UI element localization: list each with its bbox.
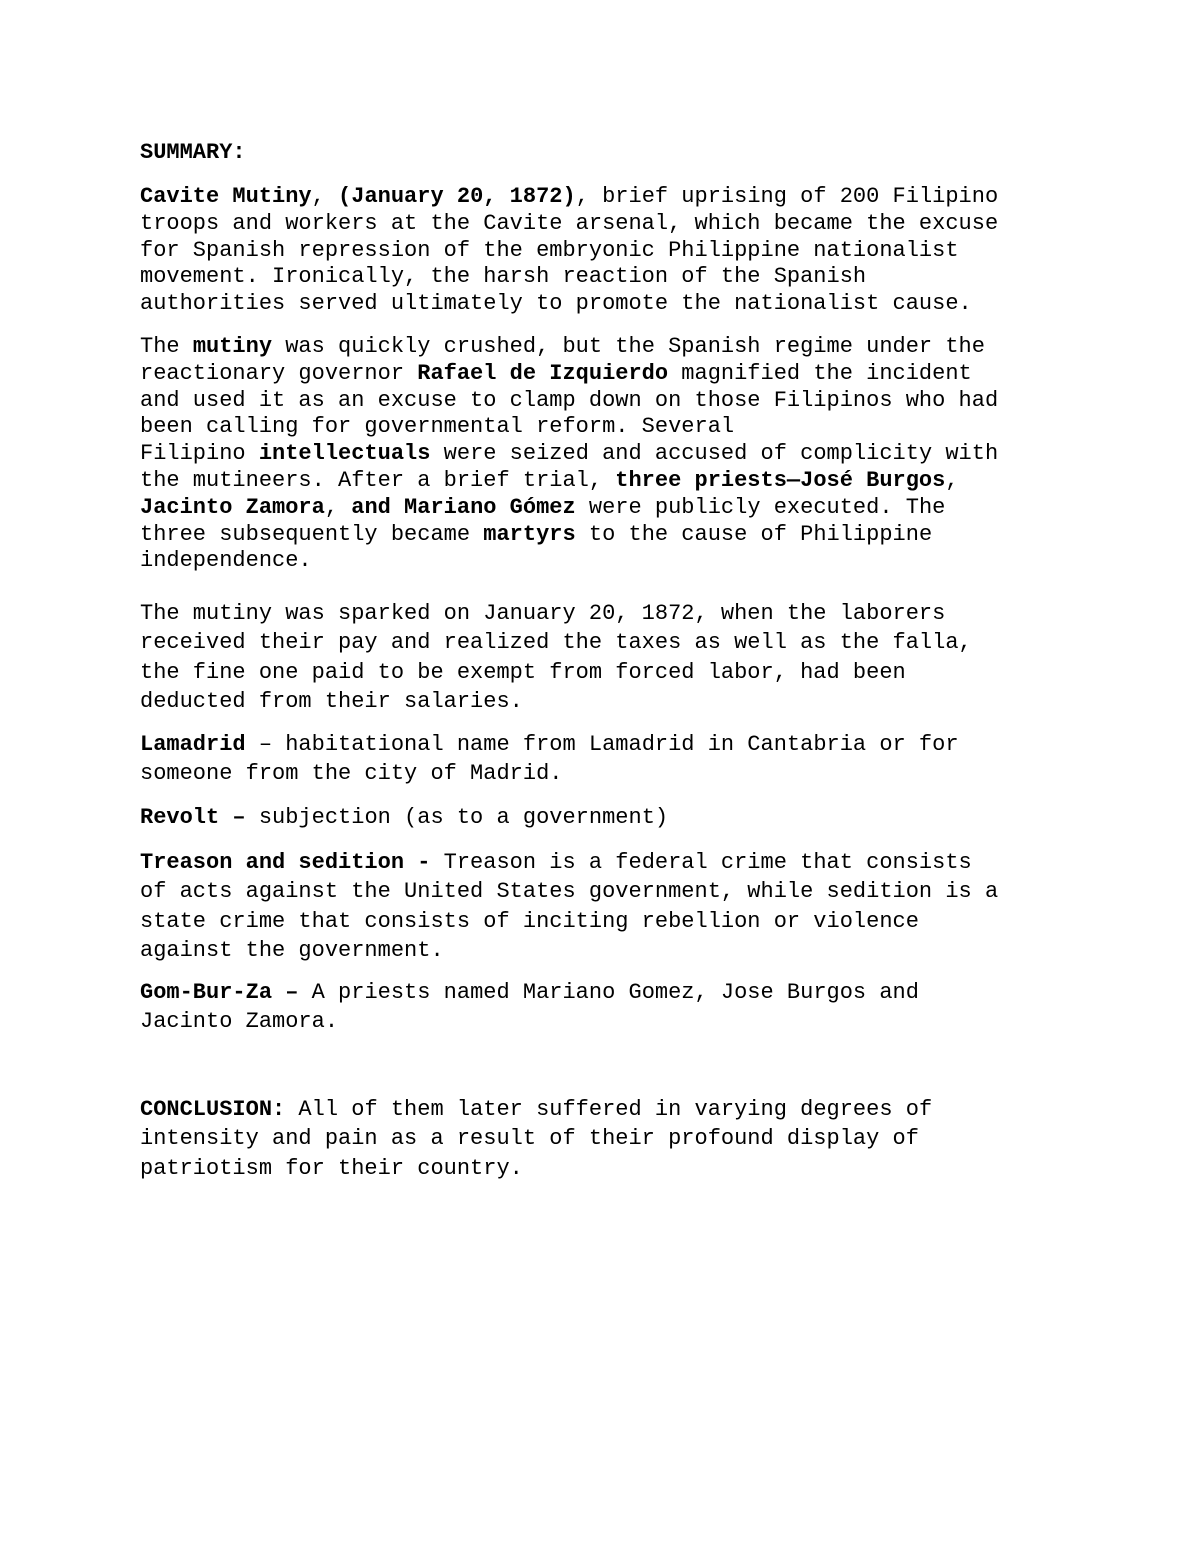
mutiny-date: (January 20, 1872): [338, 184, 576, 209]
term-cavite-mutiny: Cavite Mutiny: [140, 184, 312, 209]
term-three-priests: three priests—José Burgos: [615, 467, 946, 493]
definition-revolt: Revolt – subjection (as to a government): [140, 805, 669, 830]
definition-gomburza: Gom-Bur-Za – A priests named Mariano Gomez, Jose Burgos and Jacinto Zamora.: [140, 980, 919, 1035]
term-treason-sedition: Treason and sedition -: [140, 850, 431, 875]
summary-heading-text: SUMMARY:: [140, 140, 246, 165]
term-lamadrid: Lamadrid: [140, 732, 246, 757]
summary-heading: [140, 140, 1075, 167]
definition-lamadrid: Lamadrid – habitational name from Lamadrid in Cantabria or for someone from the city of Madrid.: [140, 732, 959, 787]
term-izquierdo: Rafael de Izquierdo: [417, 360, 669, 386]
paragraph-mutiny-crushed: The mutiny was quickly crushed, but the Spanish regime under the reactionary governor Rafael de Izquierdo magnified the incident and used it as an excuse to clamp down on those Filipinos who had been calling for governmental reform. Several Filipino intellectuals were seized and accused of complicity with the mutineers. After a brief trial, three priests—José Burgos, Jacinto Zamora, and Mariano Gómez were publicly executed. The three subsequently became martyrs to the cause of Philippine independence.: [140, 334, 999, 574]
conclusion-label: CONCLUSION:: [140, 1097, 286, 1122]
term-revolt: Revolt –: [140, 805, 246, 830]
paragraph-cavite-mutiny: Cavite Mutiny, (January 20, 1872), brief uprising of 200 Filipino troops and workers at the Cavite arsenal, which became the excuse for Spanish repression of the embryonic Philippine nationalist movement. Ironically, the harsh reaction of the Spanish authorities served ultimately to promote the nationalist cause.: [140, 184, 999, 317]
paragraph-mutiny-sparked: The mutiny was sparked on January 20, 1872, when the laborers received their pay and realized the taxes as well as the falla, the fine one paid to be exempt from forced labor, had been deducted from their salaries.: [140, 601, 972, 714]
term-gomburza: Gom-Bur-Za –: [140, 980, 299, 1005]
term-zamora: Jacinto Zamora: [140, 494, 325, 520]
term-martyrs: martyrs: [483, 521, 576, 547]
definition-treason-sedition: Treason and sedition - Treason is a federal crime that consists of acts against the United States government, while sedition is a state crime that consists of inciting rebellion or violence against the government.: [140, 850, 999, 963]
term-gomez: and Mariano Gómez: [351, 494, 576, 520]
term-mutiny: mutiny: [192, 334, 273, 359]
conclusion: CONCLUSION: All of them later suffered in varying degrees of intensity and pain as a result of their profound display of patriotism for their country.: [140, 1097, 933, 1181]
term-intellectuals: intellectuals: [258, 441, 431, 467]
